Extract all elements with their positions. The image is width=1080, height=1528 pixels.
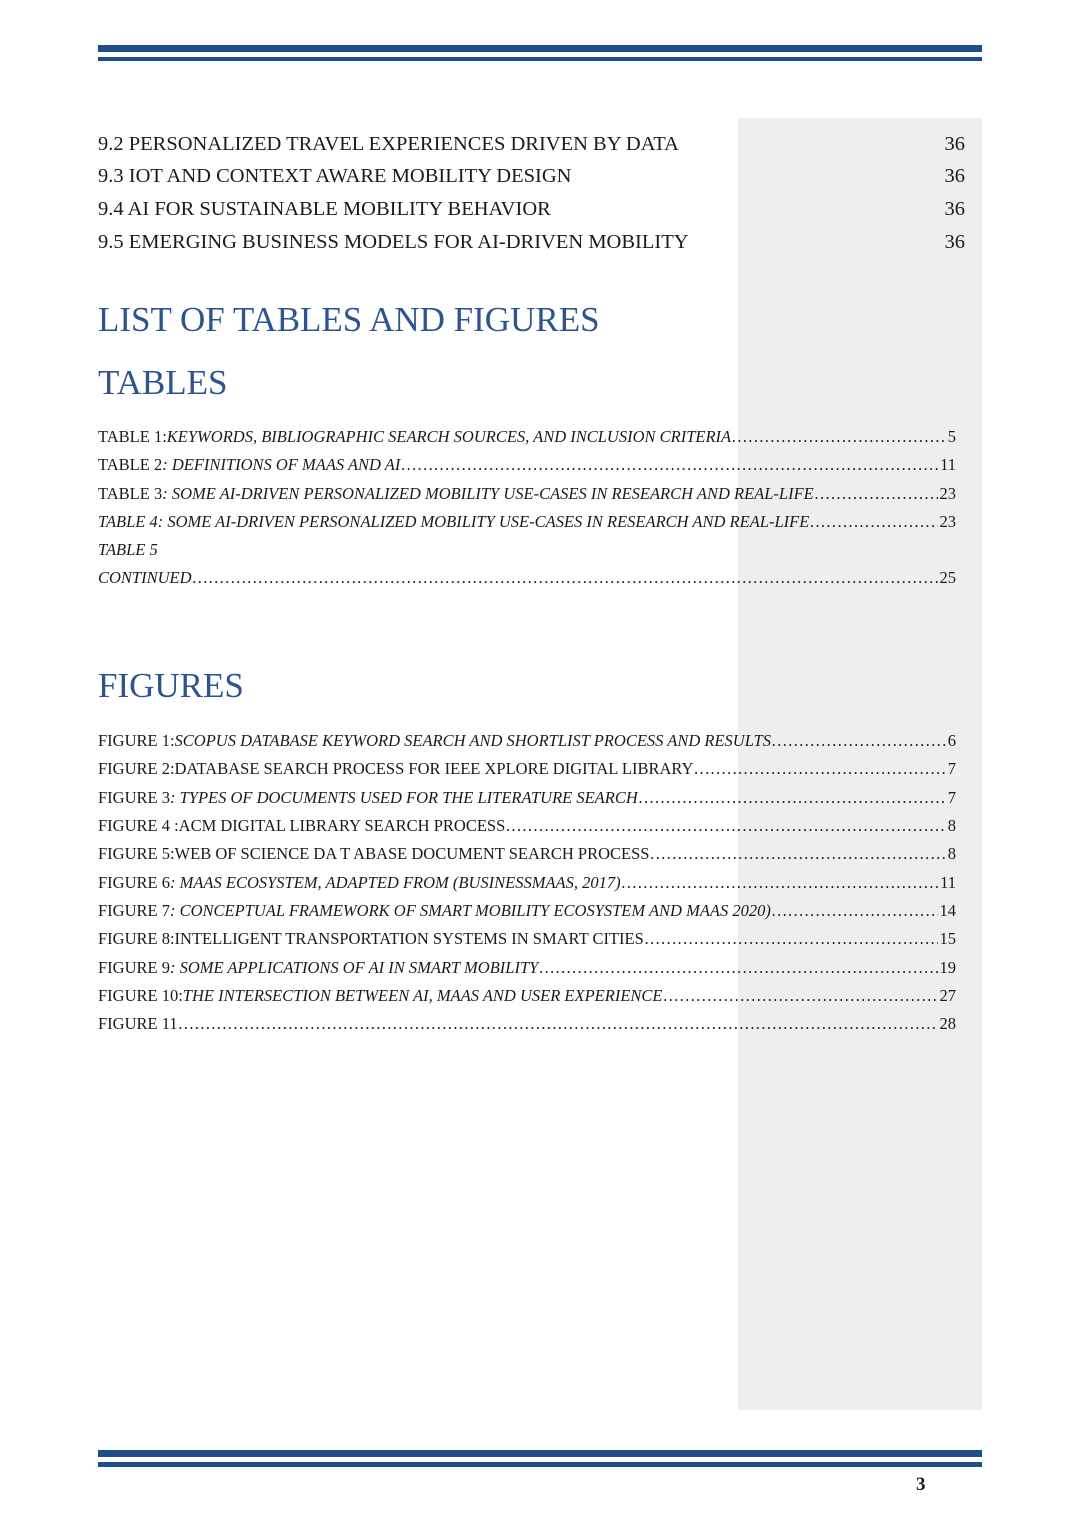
figure-entry[interactable] [98, 898, 956, 924]
figure-entry-page: 11 [940, 873, 956, 892]
toc-entry[interactable] [98, 128, 965, 160]
table-entry[interactable] [98, 452, 956, 478]
footer-rule [98, 1450, 982, 1457]
toc-entry[interactable] [98, 160, 965, 192]
leader-dots [621, 870, 939, 896]
figure-entry-prefix: FIGURE 1: [98, 731, 175, 750]
header-rule [98, 45, 982, 52]
figure-entry[interactable] [98, 1011, 956, 1037]
toc-entry-page: 36 [944, 165, 965, 187]
figure-entry-prefix: FIGURE 10: [98, 986, 183, 1005]
table-entry-prefix: CONTINUED [98, 568, 192, 587]
figure-entry-prefix: FIGURE 8: [98, 929, 175, 948]
leader-dots [644, 926, 938, 952]
leader-dots [731, 424, 946, 450]
figure-entry-page: 14 [939, 901, 956, 920]
figure-entry[interactable] [98, 926, 956, 952]
toc-entry-label: 9.3 IOT AND CONTEXT AWARE MOBILITY DESIGN [98, 165, 572, 187]
figure-entry-prefix: FIGURE 11 [98, 1014, 178, 1033]
figure-entry-prefix: FIGURE 3 [98, 788, 170, 807]
toc-entry-page: 36 [944, 231, 965, 253]
table-entry-prefix: TABLE 2 [98, 455, 163, 474]
leader-dots [771, 728, 946, 754]
header-rule-thin [98, 57, 982, 61]
table-entry-page: 5 [947, 427, 956, 446]
figure-entry-title: ACM DIGITAL LIBRARY SEARCH PROCESS [178, 816, 506, 835]
figure-entry[interactable] [98, 955, 956, 981]
figure-entry-title: : TYPES OF DOCUMENTS USED FOR THE LITERATURE SEARCH [169, 788, 638, 807]
figure-entry[interactable] [98, 728, 956, 754]
figure-entry-page: 8 [947, 816, 956, 835]
toc-entry[interactable] [98, 226, 965, 258]
toc-entry-label: 9.2 PERSONALIZED TRAVEL EXPERIENCES DRIVEN BY DATA [98, 133, 679, 155]
table-entry-title: KEYWORDS, BIBLIOGRAPHIC SEARCH SOURCES, AND INCLUSION CRITERIA [166, 427, 732, 446]
figure-entry-prefix: FIGURE 4 : [98, 816, 179, 835]
figure-entry-prefix: FIGURE 6 [98, 873, 170, 892]
toc-entry-label: 9.4 AI FOR SUSTAINABLE MOBILITY BEHAVIOR [98, 198, 551, 220]
leader-dots [538, 955, 937, 981]
figure-entry-page: 19 [939, 958, 956, 977]
figure-entry-title: WEB OF SCIENCE DA T ABASE DOCUMENT SEARCH PROCESS [174, 844, 650, 863]
figure-entry-prefix: FIGURE 5: [98, 844, 175, 863]
figure-entry[interactable] [98, 841, 956, 867]
toc-entry[interactable] [98, 193, 965, 225]
leader-dots [814, 481, 938, 507]
figures-heading: FIGURES [98, 666, 244, 705]
figure-entry-page: 28 [939, 1014, 956, 1033]
leader-dots [649, 841, 945, 867]
table-entry-prefix: TABLE 1: [98, 427, 167, 446]
figure-entry-title: THE INTERSECTION BETWEEN AI, MAAS AND USER EXPERIENCE [182, 986, 663, 1005]
table-entry-title: : SOME AI-DRIVEN PERSONALIZED MOBILITY USE-CASES IN RESEARCH AND REAL-LIFE [162, 484, 814, 503]
figure-entry-title: INTELLIGENT TRANSPORTATION SYSTEMS IN SMART CITIES [174, 929, 644, 948]
figure-entry-page: 6 [947, 731, 956, 750]
table-entry[interactable] [98, 481, 956, 507]
table-entry-prefix: TABLE 4 [98, 512, 158, 531]
leader-dots [638, 785, 946, 811]
leader-dots [662, 983, 937, 1009]
figure-entry[interactable] [98, 785, 956, 811]
figure-entry-title: : MAAS ECOSYSTEM, ADAPTED FROM (BUSINESSMAAS, 2017) [169, 873, 621, 892]
table-entry-title: : DEFINITIONS OF MAAS AND AI [162, 455, 401, 474]
figure-entry-page: 7 [947, 788, 956, 807]
toc-entry-page: 36 [944, 198, 965, 220]
figure-entry[interactable] [98, 813, 956, 839]
figure-entry-title: : SOME APPLICATIONS OF AI IN SMART MOBILITY [169, 958, 539, 977]
figure-entry[interactable] [98, 756, 956, 782]
table-entry-5-label[interactable]: TABLE 5 [98, 540, 158, 559]
figure-entry-prefix: FIGURE 9 [98, 958, 170, 977]
leader-dots [192, 565, 938, 591]
table-entry-prefix: TABLE 3 [98, 484, 163, 503]
figure-entry-page: 7 [947, 759, 956, 778]
figure-entry-prefix: FIGURE 7 [98, 901, 170, 920]
figure-entry-prefix: FIGURE 2: [98, 759, 175, 778]
leader-dots [771, 898, 938, 924]
table-entry-page: 25 [939, 568, 956, 587]
figure-entry-page: 27 [939, 986, 956, 1005]
table-entry-title: : SOME AI-DRIVEN PERSONALIZED MOBILITY USE-CASES IN RESEARCH AND REAL-LIFE [157, 512, 810, 531]
table-entry[interactable] [98, 509, 956, 535]
figure-entry[interactable] [98, 870, 956, 896]
toc-entry-label: 9.5 EMERGING BUSINESS MODELS FOR AI-DRIVEN MOBILITY [98, 231, 689, 253]
leader-dots [178, 1011, 938, 1037]
leader-dots [400, 452, 938, 478]
table-entry-page: 23 [939, 484, 956, 503]
page-number: 3 [916, 1474, 926, 1495]
figure-entry[interactable] [98, 983, 956, 1009]
table-entry-page: 11 [940, 455, 956, 474]
toc-entry-page: 36 [944, 133, 965, 155]
table-entry-page: 23 [939, 512, 956, 531]
footer-rule-thin [98, 1462, 982, 1467]
leader-dots [505, 813, 945, 839]
figure-entry-title: SCOPUS DATABASE KEYWORD SEARCH AND SHORTLIST PROCESS AND RESULTS [174, 731, 771, 750]
table-entry[interactable] [98, 424, 956, 450]
leader-dots [809, 509, 937, 535]
list-heading: LIST OF TABLES AND FIGURES [98, 300, 600, 339]
tables-heading: TABLES [98, 363, 228, 402]
leader-dots [693, 756, 945, 782]
figure-entry-page: 15 [939, 929, 956, 948]
figure-entry-title: DATABASE SEARCH PROCESS FOR IEEE XPLORE DIGITAL LIBRARY [174, 759, 694, 778]
figure-entry-title: : CONCEPTUAL FRAMEWORK OF SMART MOBILITY ECOSYSTEM AND MAAS 2020) [169, 901, 771, 920]
table-entry[interactable] [98, 565, 956, 591]
figure-entry-page: 8 [947, 844, 956, 863]
